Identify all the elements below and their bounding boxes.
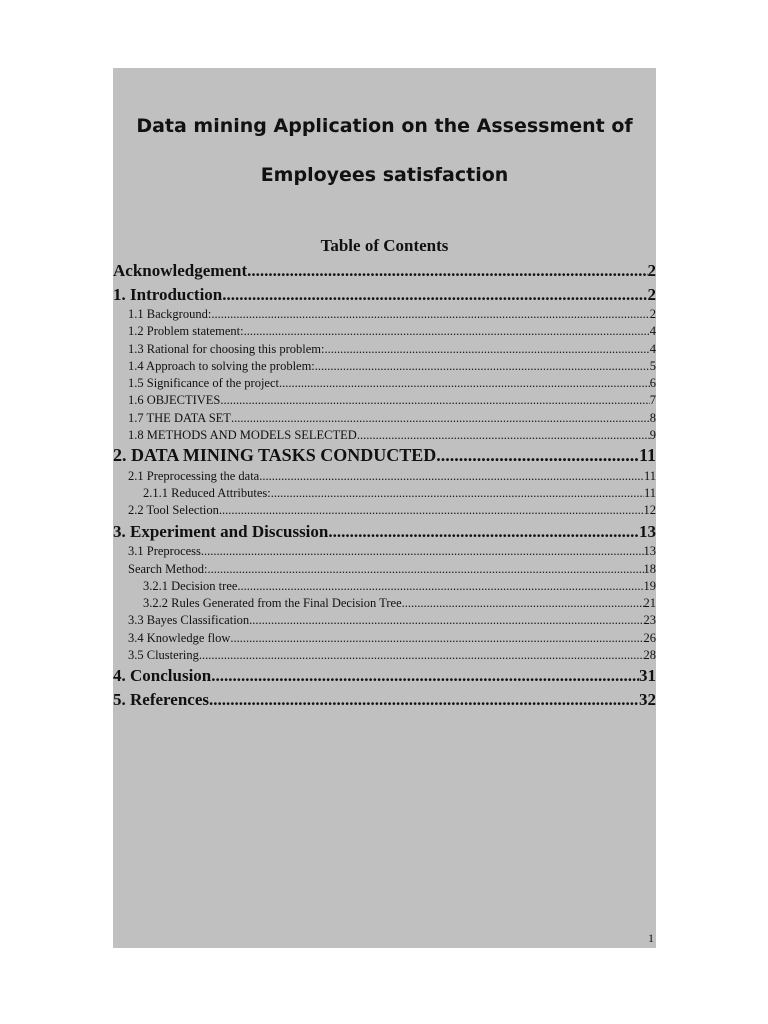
toc-entry-page-number: 4	[649, 341, 656, 356]
toc-entry[interactable]	[113, 520, 656, 544]
toc-dot-leader	[208, 561, 644, 578]
toc-entry-page-number: 8	[649, 410, 656, 425]
toc-entry-page-number: 13	[643, 544, 656, 559]
toc-entry-page-number: 32	[639, 689, 656, 709]
toc-dot-leader	[271, 485, 644, 502]
toc-entry-page-number: 18	[643, 561, 656, 576]
toc-entry-page-number: 21	[643, 596, 656, 611]
toc-dot-leader	[201, 543, 644, 560]
toc-dot-leader	[230, 630, 643, 647]
toc-entry-page-number: 6	[649, 376, 656, 391]
toc-entry-label: 1.5 Significance of the project	[128, 376, 279, 391]
table-of-contents	[113, 259, 656, 711]
toc-entry[interactable]	[113, 664, 656, 688]
toc-entry[interactable]	[113, 578, 656, 595]
toc-entry[interactable]	[113, 543, 656, 560]
toc-dot-leader	[325, 341, 650, 358]
toc-dot-leader	[211, 306, 649, 323]
toc-dot-leader	[222, 283, 647, 307]
toc-dot-leader	[247, 259, 647, 283]
toc-dot-leader	[315, 358, 650, 375]
toc-entry-label: 1.2 Problem statement:	[128, 324, 244, 339]
toc-entry-page-number: 9	[649, 428, 656, 443]
toc-dot-leader	[219, 502, 644, 519]
toc-dot-leader	[209, 688, 639, 712]
toc-entry-page-number: 28	[643, 648, 656, 663]
toc-entry-label: 3.3 Bayes Classification	[128, 613, 250, 628]
toc-dot-leader	[249, 612, 643, 629]
document-title-line-2: Employees satisfaction	[260, 164, 509, 186]
toc-entry-label: 1.8 METHODS AND MODELS SELECTED	[128, 428, 357, 443]
toc-entry[interactable]	[113, 283, 656, 307]
page-number: 1	[648, 931, 654, 945]
toc-entry-label: 1.4 Approach to solving the problem:	[128, 358, 315, 373]
toc-entry[interactable]	[113, 358, 656, 375]
toc-dot-leader	[357, 427, 650, 444]
toc-dot-leader	[211, 664, 639, 688]
toc-entry-page-number: 26	[643, 630, 656, 645]
toc-entry-page-number: 2	[649, 307, 656, 321]
toc-entry-label: 1.6 OBJECTIVES	[128, 393, 221, 408]
toc-entry-label: 2. DATA MINING TASKS CONDUCTED	[113, 445, 437, 466]
toc-entry[interactable]	[113, 612, 656, 629]
toc-entry[interactable]	[113, 444, 656, 468]
toc-dot-leader	[279, 375, 650, 392]
toc-dot-leader	[231, 410, 650, 427]
toc-entry-page-number: 11	[643, 468, 656, 483]
toc-entry[interactable]	[113, 485, 656, 502]
toc-entry[interactable]	[113, 323, 656, 340]
toc-entry-page-number: 11	[643, 486, 656, 501]
toc-entry[interactable]	[113, 341, 656, 358]
toc-entry[interactable]	[113, 259, 656, 283]
toc-dot-leader	[402, 595, 644, 612]
toc-entry[interactable]	[113, 375, 656, 392]
toc-entry[interactable]	[113, 561, 656, 578]
toc-entry-page-number: 13	[639, 521, 656, 541]
toc-entry-label: 3.1 Preprocess	[128, 544, 201, 559]
toc-entry[interactable]	[113, 630, 656, 647]
toc-entry[interactable]	[113, 427, 656, 444]
toc-entry[interactable]	[113, 502, 656, 519]
toc-entry-label: Acknowledgement	[113, 261, 248, 280]
toc-entry-page-number: 2	[647, 284, 656, 304]
toc-entry-label: 1. Introduction	[113, 284, 223, 304]
toc-entry[interactable]	[113, 392, 656, 409]
toc-entry-page-number: 4	[649, 324, 656, 339]
toc-entry-label: 3.5 Clustering	[128, 648, 199, 663]
toc-entry-label: 1.7 THE DATA SET	[128, 410, 231, 425]
document-page	[113, 68, 656, 948]
toc-entry-label: 3.4 Knowledge flow	[128, 630, 231, 645]
toc-heading: Table of Contents	[320, 236, 449, 255]
toc-entry-label: 2.2 Tool Selection	[128, 503, 219, 518]
toc-entry[interactable]	[113, 647, 656, 664]
document-title-line-1: Data mining Application on the Assessment of	[136, 115, 633, 137]
toc-entry-label: 2.1 Preprocessing the data	[128, 468, 260, 483]
toc-dot-leader	[328, 520, 639, 544]
toc-entry-label: 1.1 Background:	[128, 307, 212, 321]
toc-entry-label: 3. Experiment and Discussion	[113, 521, 329, 541]
toc-entry-page-number: 11	[638, 445, 656, 466]
toc-entry-label: 3.2.1 Decision tree	[143, 578, 238, 593]
toc-dot-leader	[244, 323, 650, 340]
toc-entry-label: 3.2.2 Rules Generated from the Final Decision Tree	[143, 596, 402, 611]
toc-entry-page-number: 31	[639, 666, 656, 686]
toc-entry-page-number: 19	[643, 578, 656, 593]
toc-entry-label: 5. References	[113, 689, 209, 709]
toc-entry[interactable]	[113, 410, 656, 427]
toc-entry-page-number: 7	[649, 393, 656, 408]
toc-dot-leader	[237, 578, 643, 595]
toc-entry[interactable]	[113, 306, 656, 323]
toc-entry-page-number: 2	[647, 261, 656, 280]
toc-dot-leader	[259, 468, 644, 485]
toc-dot-leader	[199, 647, 644, 664]
toc-entry-page-number: 23	[643, 613, 656, 628]
toc-entry[interactable]	[113, 468, 656, 485]
toc-entry-label: 4. Conclusion	[113, 666, 212, 686]
toc-entry-label: 1.3 Rational for choosing this problem:	[128, 341, 325, 356]
toc-dot-leader	[220, 392, 649, 409]
toc-entry-page-number: 12	[643, 503, 656, 518]
toc-entry-label: Search Method:	[128, 561, 208, 576]
toc-entry[interactable]	[113, 688, 656, 712]
toc-entry[interactable]	[113, 595, 656, 612]
toc-dot-leader	[436, 444, 639, 468]
toc-entry-page-number: 5	[649, 358, 656, 373]
toc-entry-label: 2.1.1 Reduced Attributes:	[143, 486, 271, 501]
